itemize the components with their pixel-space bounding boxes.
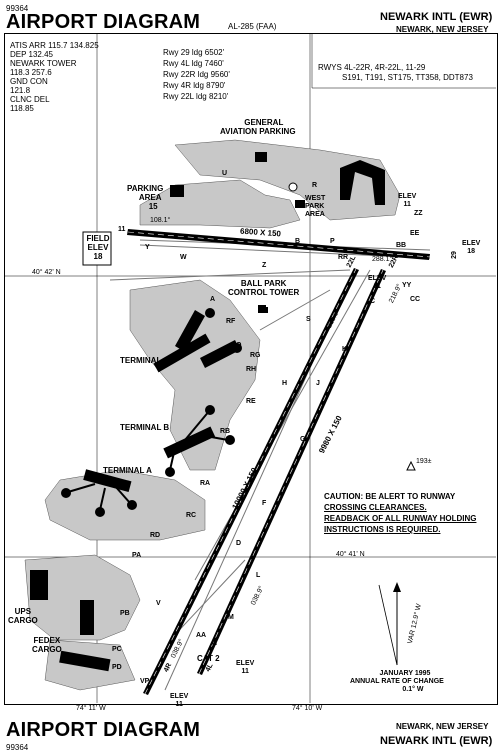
taxiway-label: RC: [186, 512, 197, 519]
caution-line-4: INSTRUCTIONS IS REQUIRED.: [324, 525, 441, 534]
taxiway-label: YY: [402, 282, 412, 289]
taxiway-label: RE: [246, 398, 256, 405]
taxiway-label: RB: [220, 428, 231, 435]
procedure-id: AL-285 (FAA): [228, 22, 277, 31]
landing-distance-item: Rwy 22L ldg 8210': [163, 92, 229, 101]
terminal-c-label: TERMINAL C: [120, 356, 170, 365]
rwy-22L-heading: 218.9°: [325, 308, 342, 330]
variation-value: VAR 12.9° W: [406, 603, 423, 645]
caution-line-2: CROSSING CLEARANCES.: [324, 503, 427, 512]
taxiway-label: Z: [262, 262, 267, 269]
taxiway-label: W: [180, 254, 187, 261]
taxiway-label: CC: [410, 296, 421, 303]
caution-line-3: READBACK OF ALL RUNWAY HOLDING: [324, 514, 477, 523]
comms-line: 118.85: [10, 104, 34, 113]
taxiway-label: J: [316, 380, 320, 387]
terminal-a-label: TERMINAL A: [103, 466, 152, 475]
ups-cargo-line-2: CARGO: [8, 616, 38, 625]
taxiway-label: PC: [112, 646, 122, 653]
doc-number-top: 99364: [6, 4, 29, 13]
elev-label: ELEV: [170, 693, 189, 700]
taxiway-label: PA: [132, 552, 142, 559]
ball-park-line-2: CONTROL TOWER: [228, 288, 300, 297]
west-park-line-3: AREA: [305, 211, 325, 218]
taxiway-label: RD: [150, 532, 161, 539]
fedex-cargo-line-1: FEDEX: [33, 636, 61, 645]
taxiway-label: V: [156, 600, 161, 607]
taxiway-label: RR: [338, 254, 349, 261]
caution-line-1: CAUTION: BE ALERT TO RUNWAY: [324, 492, 456, 501]
elev-value: 18: [467, 248, 476, 255]
comms-line: GND CON: [10, 77, 48, 86]
comms-line: 121.8: [10, 86, 31, 95]
location-top: NEWARK, NEW JERSEY: [396, 25, 489, 34]
taxiway-label: AA: [196, 632, 207, 639]
rwy-11-29-dimensions: 6800 X 150: [239, 226, 282, 239]
west-park-line-2: PARK: [305, 203, 325, 210]
elev-label: ELEV: [236, 660, 255, 667]
taxiway-label: VP: [140, 678, 150, 685]
taxiway-label: L: [256, 572, 261, 579]
landing-distance-item: Rwy 29 ldg 6502': [163, 48, 225, 57]
lat-south-label: 40° 41' N: [336, 551, 365, 558]
landing-distance-item: Rwy 4L ldg 7460': [163, 59, 224, 68]
taxiway-label: U: [222, 170, 228, 177]
rwy-22L-label: 22L: [345, 254, 358, 269]
elev-value: 11: [241, 668, 249, 675]
taxiway-label: ZZ: [414, 210, 423, 217]
comms-line: DEP 132.45: [10, 50, 53, 59]
elev-label: ELEV: [368, 275, 387, 282]
taxiway-label: RH: [246, 366, 257, 373]
rwy-29-heading: 288.1°: [372, 256, 393, 263]
airport-name-bottom: NEWARK INTL (EWR): [380, 735, 493, 747]
lat-north-label: 40° 42' N: [32, 269, 61, 276]
taxiway-label: RG: [250, 352, 261, 359]
field-elev-line-1: FIELD: [86, 234, 110, 243]
parking-area-line-1: PARKING: [127, 184, 164, 193]
parking-area-line-2: AREA: [138, 193, 162, 202]
comms-line: NEWARK TOWER: [10, 59, 77, 68]
rwy-22R-heading: 218.9°: [387, 283, 404, 305]
taxiway-label: Y: [145, 244, 150, 251]
elev-value: 11: [175, 701, 183, 708]
taxiway-label: PD: [112, 664, 122, 671]
taxiway-label: R: [312, 182, 318, 189]
taxiway-label: M: [228, 614, 234, 621]
rwy-11-heading: 108.1°: [150, 217, 171, 224]
parking-area-line-3: 15: [148, 202, 158, 211]
taxiway-label: PB: [120, 610, 130, 617]
west-park-line-1: WEST: [305, 195, 326, 202]
rwy-4L-heading: 038.9°: [249, 585, 266, 607]
elev-label: ELEV: [398, 193, 417, 200]
taxiway-label: D: [236, 540, 242, 547]
elev-value: 11: [373, 283, 381, 290]
rwy-4R-heading: 038.9°: [169, 638, 186, 660]
taxiway-label: G: [300, 436, 306, 443]
comms-line: CLNC DEL: [10, 95, 50, 104]
rwy-4R-label: 4R: [162, 662, 174, 674]
obstacle-label: 193±: [416, 458, 432, 465]
taxiway-label: A: [210, 296, 216, 303]
taxiway-label: BB: [396, 242, 407, 249]
diagram-title-top: AIRPORT DIAGRAM: [6, 11, 201, 33]
taxiway-label: N: [212, 640, 218, 647]
location-bottom: NEWARK, NEW JERSEY: [396, 722, 489, 731]
taxiway-label: F: [262, 500, 267, 507]
taxiway-label: Q: [236, 342, 242, 349]
taxiway-label: H: [282, 380, 288, 387]
variation-line-1: JANUARY 1995: [379, 670, 431, 677]
taxiway-label: EE: [410, 230, 420, 237]
lon-west-label: 74° 11' W: [76, 705, 106, 712]
taxiway-label: P: [330, 238, 335, 245]
airport-name-top: NEWARK INTL (EWR): [380, 11, 493, 23]
terminal-b-label: TERMINAL B: [120, 423, 170, 432]
elev-value: 11: [403, 201, 411, 208]
taxiway-label: S: [306, 316, 311, 323]
taxiway-label: RA: [200, 480, 211, 487]
rwy-4L-22R-dimensions: 9980 X 150: [317, 414, 344, 455]
diagram-title-bottom: AIRPORT DIAGRAM: [6, 719, 201, 741]
lon-east-label: 74° 10' W: [292, 705, 323, 712]
rwy-4L-label: 4L: [204, 662, 215, 674]
rwy-11-label: 11: [118, 226, 126, 233]
landing-distance-item: Rwy 22R ldg 9560': [163, 70, 230, 79]
pcn-values: S191, T191, ST175, TT358, DDT873: [342, 73, 473, 82]
comms-line: ATIS ARR 115.7 134.825: [10, 41, 99, 50]
variation-line-2: ANNUAL RATE OF CHANGE: [350, 678, 444, 685]
comms-line: 118.3 257.6: [10, 68, 52, 77]
variation-info: [350, 670, 444, 694]
field-elev-line-3: 18: [93, 252, 103, 261]
landing-distance-item: Rwy 4R ldg 8790': [163, 81, 226, 90]
taxiway-label: RF: [226, 318, 236, 325]
elev-label: ELEV: [462, 240, 481, 247]
taxiway-label: K: [342, 346, 348, 353]
rwy-29-label: 29: [450, 251, 458, 259]
taxiway-label: C: [370, 298, 376, 305]
cat2-label: CAT 2: [197, 654, 220, 663]
pcn-runways: RWYS 4L-22R, 4R-22L, 11-29: [318, 63, 426, 72]
taxiway-label: B: [295, 238, 301, 245]
ups-cargo-line-1: UPS: [14, 607, 32, 616]
ball-park-line-1: BALL PARK: [240, 279, 287, 288]
rwy-4R-22L-dimensions: 10000 X 150: [230, 466, 259, 511]
rwy-22R-label: 22R: [387, 254, 401, 270]
fedex-cargo-line-2: CARGO: [32, 645, 62, 654]
variation-line-3: 0.1° W: [402, 686, 424, 693]
ga-parking-line-1: GENERAL: [244, 118, 284, 127]
field-elev-line-2: ELEV: [87, 243, 109, 252]
doc-number-bottom: 99364: [6, 743, 29, 752]
ga-parking-line-2: AVIATION PARKING: [220, 127, 296, 136]
